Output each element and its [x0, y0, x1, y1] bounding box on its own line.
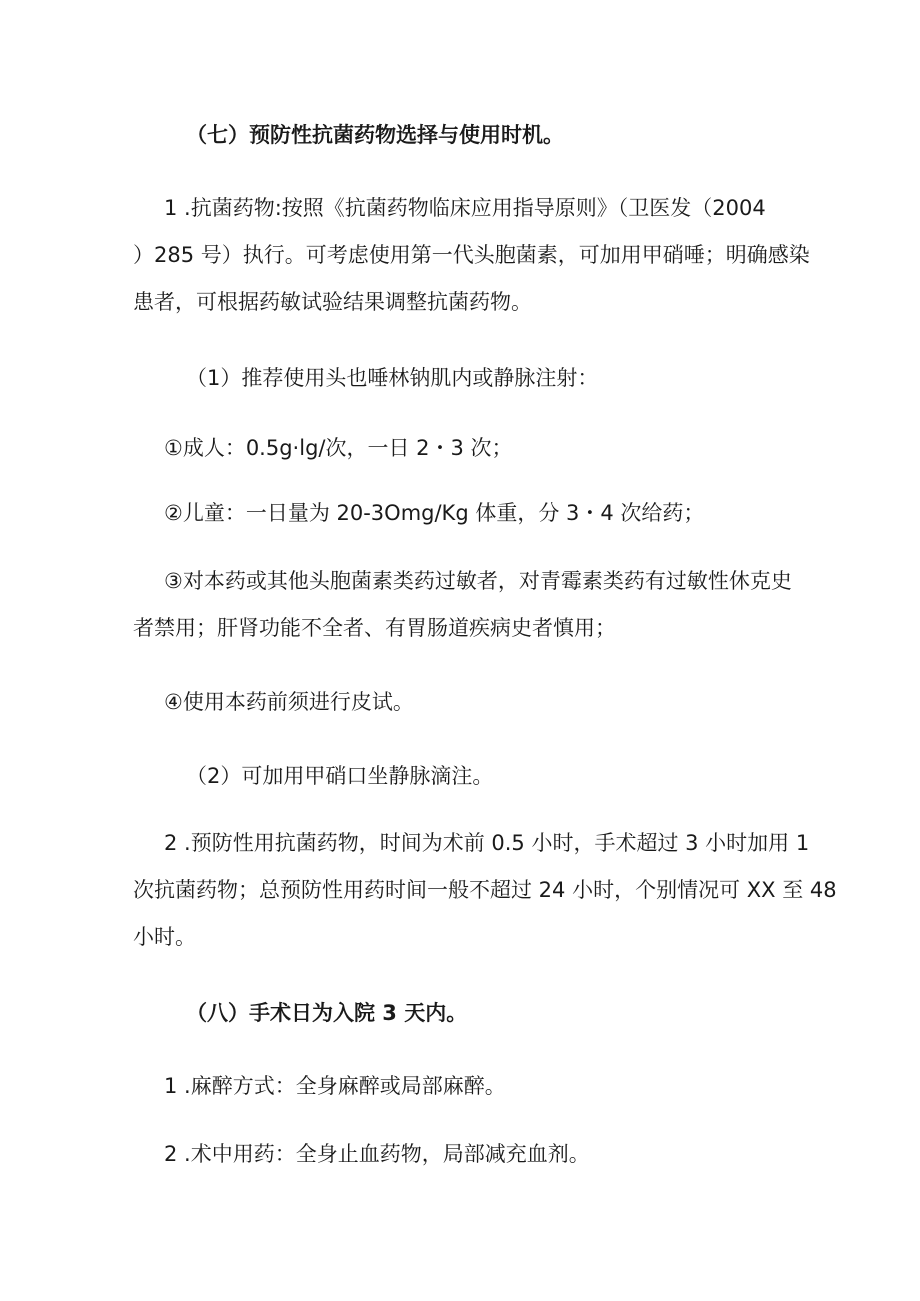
paragraph-line: 1 .抗菌药物:按照《抗菌药物临床应用指导原则》（卫医发（2004 [164, 196, 766, 220]
paragraph-line: ③对本药或其他头胞菌素类药过敏者，对青霉素类药有过敏性休克史 [164, 569, 792, 593]
paragraph-line: 2 .预防性用抗菌药物，时间为术前 0.5 小时，手术超过 3 小时加用 1 [164, 831, 810, 855]
paragraph-anesthesia: 1 .麻醉方式：全身麻醉或局部麻醉。 [164, 1074, 506, 1098]
subheading-metronidazole: （2）可加用甲硝口坐静脉滴注。 [186, 764, 494, 788]
list-item-adult: ①成人：0.5g·lg/次，一日 2・3 次； [164, 436, 513, 460]
paragraph-antibiotics [133, 185, 810, 326]
section-heading-8: （八）手术日为入院 3 天内。 [186, 1001, 468, 1025]
paragraph-line: 次抗菌药物；总预防性用药时间一般不超过 24 小时，个别情况可 XX 至 48 [133, 878, 837, 902]
paragraph-timing [133, 820, 837, 961]
list-item-skin-test: ④使用本药前须进行皮试。 [164, 690, 414, 714]
list-item-contraindication [133, 558, 804, 652]
section-heading-7: （七）预防性抗菌药物选择与使用时机。 [186, 123, 564, 147]
paragraph-intraop-drugs: 2 .术中用药：全身止血药物，局部减充血剂。 [164, 1142, 590, 1166]
paragraph-line: 患者，可根据药敏试验结果调整抗菌药物。 [133, 290, 532, 314]
list-item-child: ②儿童：一日量为 20-3Omg/Kg 体重，分 3・4 次给药； [164, 501, 705, 525]
paragraph-line: 者禁用；肝肾功能不全者、有胃肠道疾病史者慎用； [133, 616, 616, 640]
paragraph-line: ）285 号）执行。可考虑使用第一代头胞菌素，可加用甲硝唾；明确感染 [133, 243, 810, 267]
subheading-recommended: （1）推荐使用头也唾林钠肌内或静脉注射： [186, 366, 599, 390]
paragraph-line: 小时。 [133, 925, 196, 949]
